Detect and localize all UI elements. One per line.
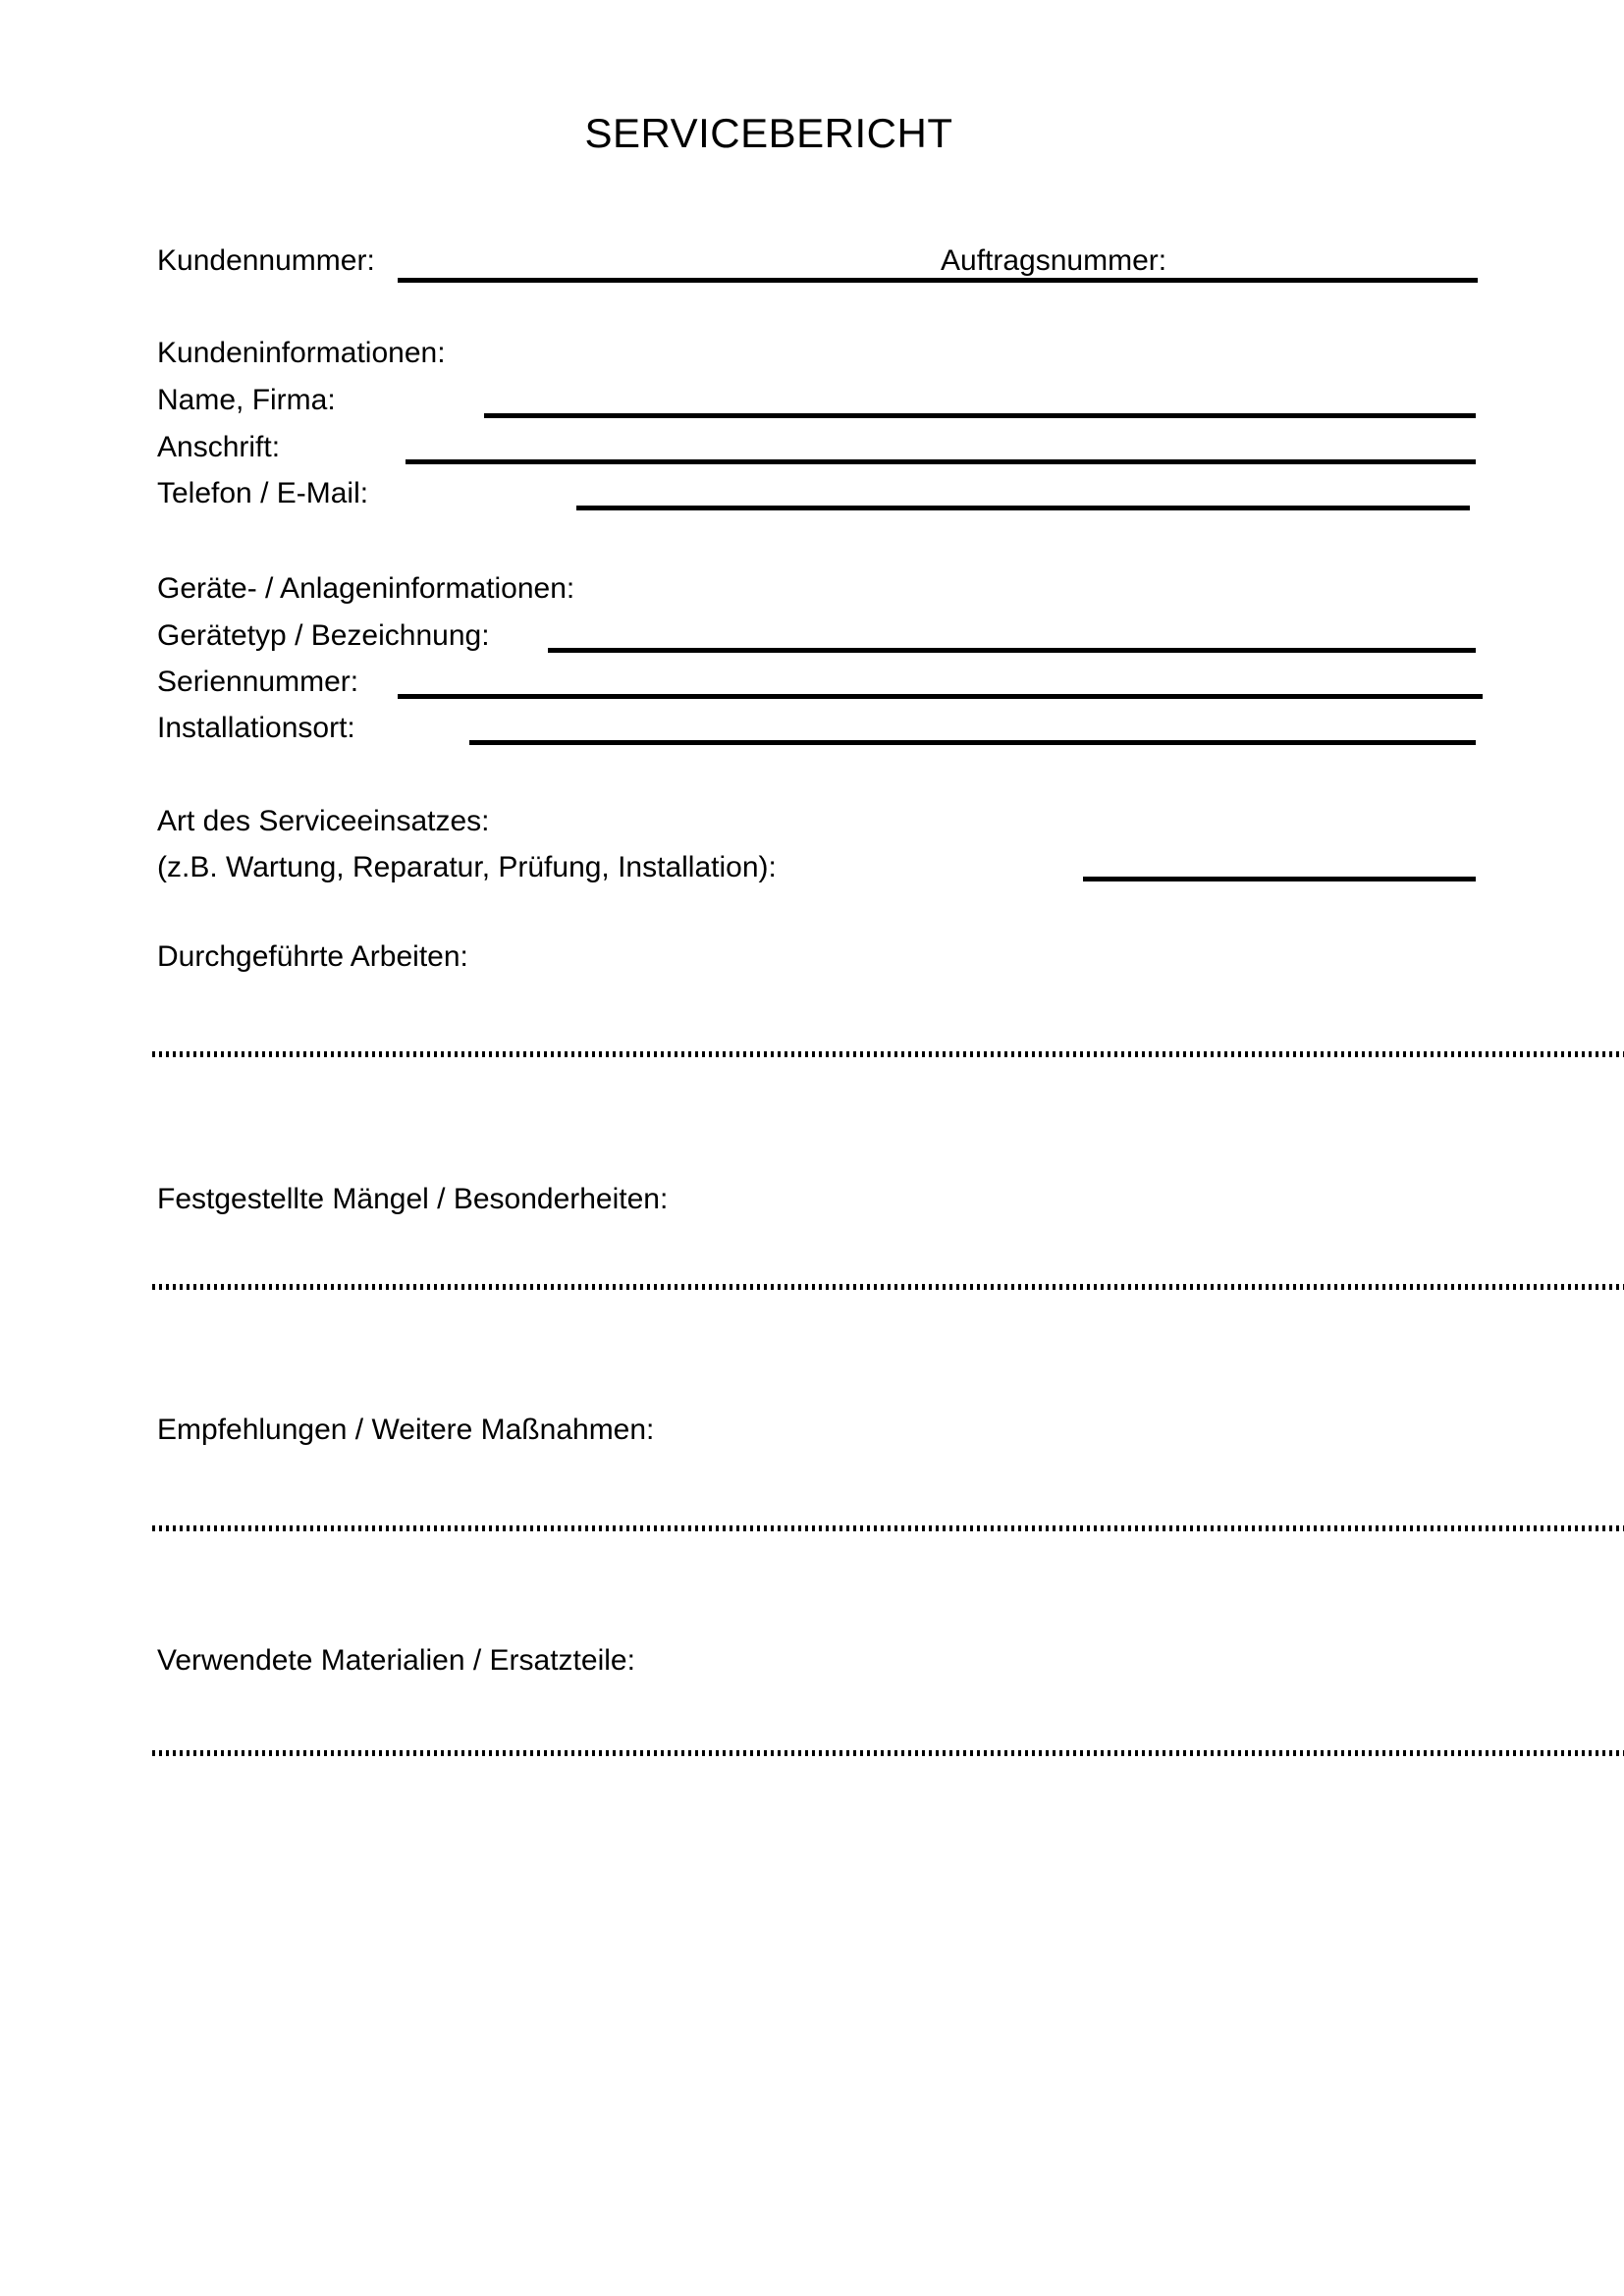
name-firma-fill-line (484, 413, 1476, 418)
performed-work-heading: Durchgeführte Arbeiten: (157, 940, 468, 973)
installationsort-fill-line (469, 740, 1476, 745)
telefon-email-fill-line (576, 506, 1470, 510)
anschrift-label: Anschrift: (157, 431, 281, 463)
geraetetyp-label: Gerätetyp / Bezeichnung: (157, 619, 490, 652)
recommendations-dotted-line (152, 1525, 1624, 1531)
telefon-email-label: Telefon / E-Mail: (157, 477, 369, 509)
defects-heading: Festgestellte Mängel / Besonderheiten: (157, 1183, 669, 1215)
recommendations-heading: Empfehlungen / Weitere Maßnahmen: (157, 1414, 655, 1446)
device-section-heading: Geräte- / Anlageninformationen: (157, 572, 575, 605)
service-type-fill-line (1083, 877, 1476, 881)
name-firma-label: Name, Firma: (157, 384, 336, 416)
defects-dotted-line (152, 1284, 1624, 1290)
service-type-hint: (z.B. Wartung, Reparatur, Prüfung, Installation): (157, 851, 777, 883)
materials-heading: Verwendete Materialien / Ersatzteile: (157, 1644, 635, 1677)
kundennummer-label: Kundennummer: (157, 244, 375, 277)
performed-work-dotted-line (152, 1051, 1624, 1057)
page-title: SERVICEBERICHT (584, 110, 953, 156)
customer-section-heading: Kundeninformationen: (157, 337, 446, 369)
service-type-heading: Art des Serviceeinsatzes: (157, 805, 490, 837)
installationsort-label: Installationsort: (157, 712, 355, 744)
seriennummer-label: Seriennummer: (157, 666, 359, 698)
auftragsnummer-label: Auftragsnummer: (941, 244, 1167, 277)
kundennummer-fill-line (398, 278, 1478, 283)
geraetetyp-fill-line (548, 648, 1476, 653)
materials-dotted-line (152, 1750, 1624, 1756)
anschrift-fill-line (406, 459, 1476, 464)
seriennummer-fill-line (398, 694, 1483, 699)
